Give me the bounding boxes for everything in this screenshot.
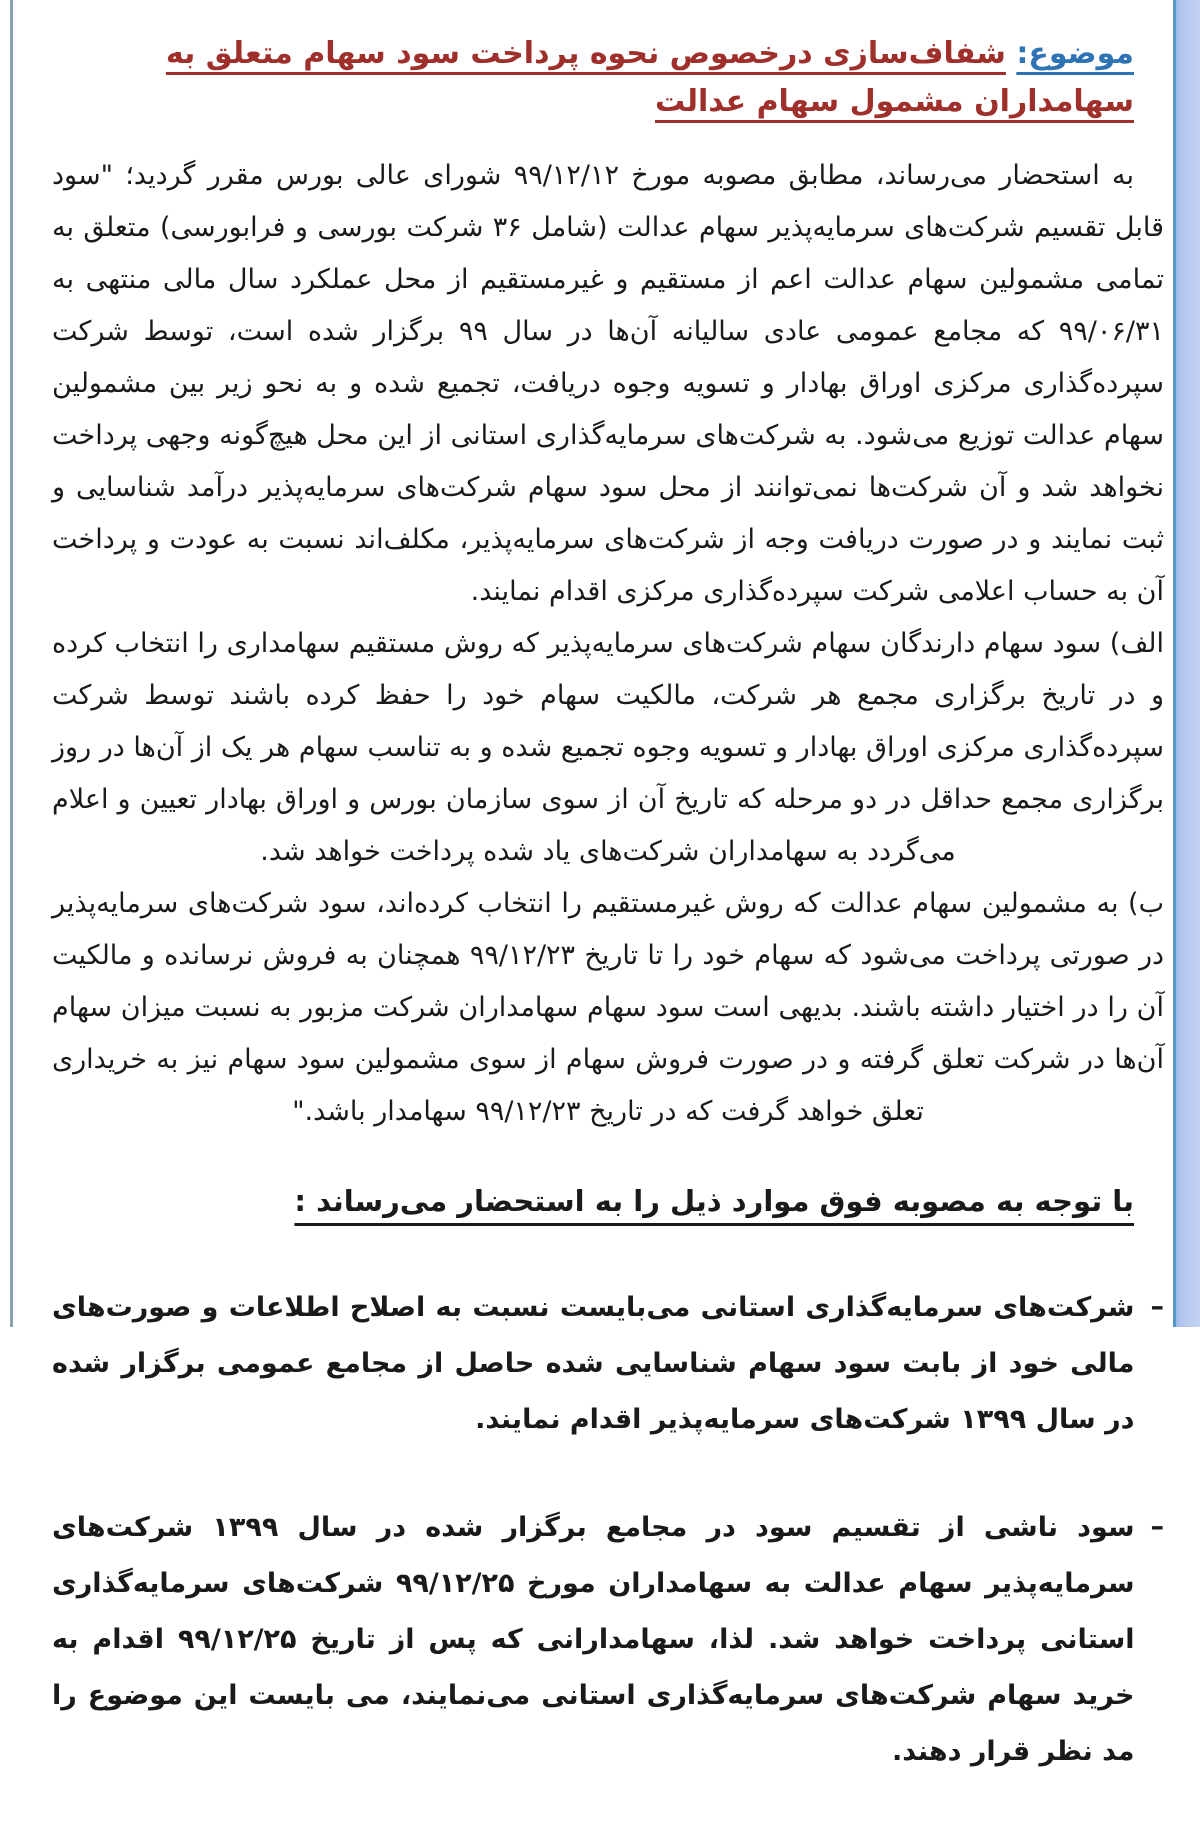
intro-paragraph: به استحضار می‌رساند، مطابق مصوبه مورخ ۹۹/۱۲/۱۲ شورای عالی بورس مقرر گردید؛ "سود قابل تقسیم شرکت‌های سرمایه‌پذیر سهام عدالت (شامل ۳۶ شرکت بورسی و فرابورسی) متعلق به تمامی مشمولین سهام عدالت اعم از مستقیم و غیرمستقیم از محل عملکرد سال مالی منتهی به ۹۹/۰۶/۳۱ که مجامع عمومی عادی سالیانه آن‌ها در سال ۹۹ برگزار شده است، توسط شرکت سپرده‌گذاری مرکزی اوراق بهادار و تسویه وجوه دریافت، تجمیع شده و به نحو زیر بین مشمولین سهام عدالت توزیع می‌شود. به شرکت‌های سرمایه‌گذاری استانی از این محل هیچ‌گونه وجهی پرداخت نخواهد شد و آن شرکت‌ها نمی‌توانند از محل سود سهام شرکت‌های سرمایه‌پذیر درآمد شناسایی و ثبت نمایند و در صورت دریافت وجه از شرکت‌های سرمایه‌پذیر، مکلف‌اند نسبت به عودت و پرداخت آن به حساب اعلامی شرکت سپرده‌گذاری مرکزی اقدام نمایند. [52, 160, 1164, 607]
title-subject-text: شفاف‌سازی درخصوص نحوه پرداخت سود سهام متعلق به سهامداران مشمول سهام عدالت [165, 36, 1134, 119]
section-heading-text: با توجه به مصوبه فوق موارد ذیل را به استحضار می‌رساند : [294, 1184, 1134, 1218]
page-left-border-line [10, 0, 13, 1327]
bullet-dash-icon: – [1150, 1291, 1164, 1322]
bullet-item-1 [52, 1280, 1164, 1448]
bullet-2-text: سود ناشی از تقسیم سود در مجامع برگزار شده در سال ۱۳۹۹ شرکت‌های سرمایه‌پذیر سهام عدالت به سهامداران مورخ ۹۹/۱۲/۲۵ شرکت‌های سرمایه‌گذاری استانی پرداخت خواهد شد. لذا، سهامدارانی که پس از تاریخ ۹۹/۱۲/۲۵ اقدام به خرید سهام شرکت‌های سرمایه‌گذاری استانی می‌نمایند، می بایست این موضوع را مد نظر قرار دهند. [52, 1512, 1135, 1767]
title-subject-label: موضوع: [1016, 36, 1134, 71]
document-content [52, 0, 1164, 1832]
document-title [52, 30, 1164, 126]
bullet-item-2 [52, 1500, 1164, 1780]
section-heading [52, 1184, 1164, 1218]
paragraph-item-be: ب) به مشمولین سهام عدالت که روش غیرمستقیم را انتخاب کرده‌اند، سود شرکت‌های سرمایه‌پذیر در صورتی پرداخت می‌شود که سهام خود را تا تاریخ ۹۹/۱۲/۲۳ همچنان به فروش نرسانده و مالکیت آن را در اختیار داشته باشند. بدیهی است سود سهام سهامداران شرکت مزبور به نسبت میزان سهام آن‌ها در شرکت تعلق گرفته و در صورت فروش سهام از سوی مشمولین سود سهام نیز به خریداری تعلق خواهد گرفت که در تاریخ ۹۹/۱۲/۲۳ سهامدار باشد." [52, 888, 1165, 1127]
bullet-dash-icon: – [1150, 1511, 1164, 1542]
page-right-blue-band [1173, 0, 1200, 1327]
bullet-1-text: شرکت‌های سرمایه‌گذاری استانی می‌بایست نسبت به اصلاح اطلاعات و صورت‌های مالی خود از بابت سود سهام شناسایی شده حاصل از مجامع عمومی برگزار شده در سال ۱۳۹۹ شرکت‌های سرمایه‌پذیر اقدام نمایند. [52, 1292, 1135, 1435]
paragraph-item-alef: الف) سود سهام دارندگان سهام شرکت‌های سرمایه‌پذیر که روش مستقیم سهامداری را انتخاب کرده و در تاریخ برگزاری مجمع هر شرکت، مالکیت سهام خود را حفظ کرده باشند توسط شرکت سپرده‌گذاری مرکزی اوراق بهادار و تسویه وجوه تجمیع شده و به تناسب سهام هر یک از آن‌ها در روز برگزاری مجمع حداقل در دو مرحله که تاریخ آن از سوی سازمان بورس و اوراق بهادار تعیین و اعلام می‌گردد به سهامداران شرکت‌های یاد شده پرداخت خواهد شد. [52, 628, 1164, 867]
